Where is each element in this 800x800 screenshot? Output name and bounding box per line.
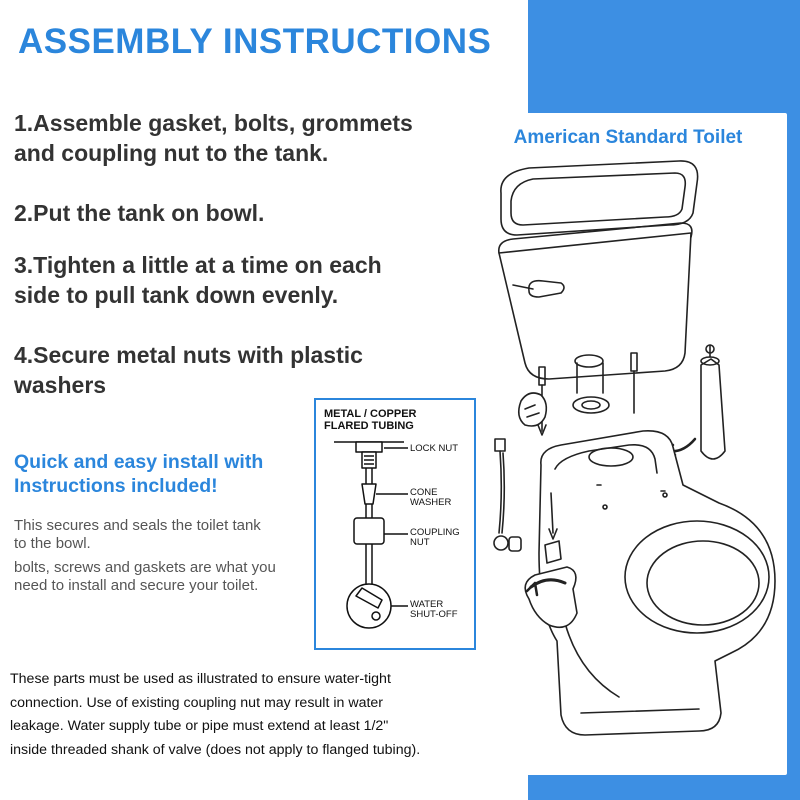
water-shutoff-label: WATER SHUT-OFF [410, 599, 458, 620]
description-1: This secures and seals the toilet tank to the bowl. [14, 517, 261, 552]
cone-washer [362, 484, 376, 504]
highlight-text: Quick and easy install with Instructions included! [14, 451, 264, 497]
step-3: 3.Tighten a little at a time on each side to pull tank down evenly. [14, 252, 382, 308]
toilet-illustration [469, 113, 787, 775]
description-2: bolts, screws and gaskets are what you need to install and secure your toilet. [14, 559, 276, 594]
supply-connection-inset [314, 398, 476, 650]
illustration-title: American Standard Toilet [513, 127, 743, 148]
page-title: ASSEMBLY INSTRUCTIONS [18, 22, 492, 61]
left-hand [519, 393, 547, 426]
lock-nut [356, 442, 382, 452]
coupling-nut-label: COUPLING NUT [410, 527, 460, 548]
inset-title: METAL / COPPER FLARED TUBING [324, 408, 417, 432]
cone-washer-label: CONE WASHER [410, 487, 452, 508]
coupling-nut [354, 518, 384, 544]
step-4: 4.Secure metal nuts with plastic washers [14, 342, 363, 398]
water-shutoff [347, 584, 391, 628]
step-1: 1.Assemble gasket, bolts, grommets and coupling nut to the tank. [14, 110, 413, 166]
step-2: 2.Put the tank on bowl. [14, 200, 265, 226]
water-tight-note: These parts must be used as illustrated to ensure water-tight connection. Use of existing coupling nut may result in water leakage. Water supply tube or pipe must extend at least 1/2" inside threaded shank of valve (does not apply to flanged tubing). [10, 671, 421, 758]
supply-line [494, 439, 521, 551]
lock-nut-label: LOCK NUT [410, 443, 459, 454]
